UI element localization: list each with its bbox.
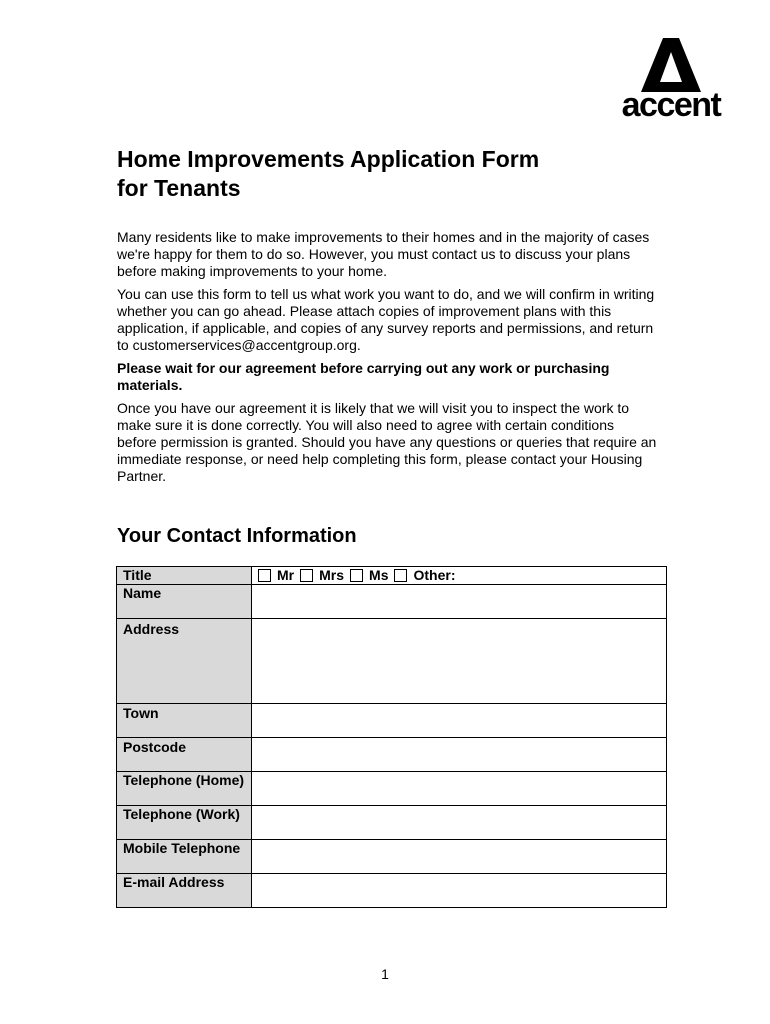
mobile-telephone-label: Mobile Telephone xyxy=(117,840,252,874)
intro-paragraph-1: Many residents like to make improvements to their homes and in the majority of cases we're happy for them to do so. However, you must contact us to discuss your plans before making improvements to your home. xyxy=(117,229,650,279)
accent-logo xyxy=(612,38,730,122)
page-title-line-1: Home Improvements Application Form xyxy=(117,146,540,172)
contact-info-table xyxy=(116,566,667,908)
page-number: 1 xyxy=(381,966,389,982)
title-option-mr[interactable] xyxy=(258,567,296,584)
title-option-mrs[interactable] xyxy=(300,567,346,584)
mrs-label: Mrs xyxy=(319,567,345,583)
town-label: Town xyxy=(117,704,252,738)
postcode-label: Postcode xyxy=(117,738,252,772)
logo-wordmark: accent xyxy=(621,86,721,124)
telephone-home-field[interactable] xyxy=(252,772,667,806)
name-field[interactable] xyxy=(252,585,667,619)
email-address-label: E-mail Address xyxy=(117,874,252,908)
title-label: Title xyxy=(117,567,252,585)
telephone-work-field[interactable] xyxy=(252,806,667,840)
other-checkbox[interactable] xyxy=(394,569,407,582)
address-label: Address xyxy=(117,619,252,704)
title-option-ms[interactable] xyxy=(350,567,390,584)
ms-label: Ms xyxy=(369,567,389,583)
town-field[interactable] xyxy=(252,704,667,738)
telephone-home-label: Telephone (Home) xyxy=(117,772,252,806)
mobile-telephone-field[interactable] xyxy=(252,840,667,874)
mr-label: Mr xyxy=(277,567,295,583)
telephone-work-label: Telephone (Work) xyxy=(117,806,252,840)
intro-paragraph-4: Once you have our agreement it is likely that we will visit you to inspect the work to make sure it is done correctly. You will also need to agree with certain conditions before permission is granted. Should you have any questions or queries that require an immediate response, or need help completing this form, please contact your Housing Partner. xyxy=(117,400,657,484)
address-field[interactable] xyxy=(252,619,667,704)
intro-text xyxy=(117,229,657,491)
title-option-other[interactable] xyxy=(394,567,457,584)
name-label: Name xyxy=(117,585,252,619)
page-title-line-2: for Tenants xyxy=(117,175,241,201)
mr-checkbox[interactable] xyxy=(258,569,271,582)
page-title xyxy=(117,145,637,203)
email-address-field[interactable] xyxy=(252,874,667,908)
intro-warning: Please wait for our agreement before carrying out any work or purchasing materials. xyxy=(117,360,610,393)
postcode-field[interactable] xyxy=(252,738,667,772)
mrs-checkbox[interactable] xyxy=(300,569,313,582)
ms-checkbox[interactable] xyxy=(350,569,363,582)
other-label: Other: xyxy=(413,567,456,583)
contact-section-heading: Your Contact Information xyxy=(117,525,357,547)
accent-logo-mark-icon xyxy=(641,38,701,92)
intro-paragraph-2: You can use this form to tell us what work you want to do, and we will confirm in writing whether you can go ahead. Please attach copies of improvement plans with this application, if applicable, and copies of any survey reports and permissions, and return to customerservices@accentgroup.org. xyxy=(117,286,655,353)
title-options xyxy=(252,567,667,585)
